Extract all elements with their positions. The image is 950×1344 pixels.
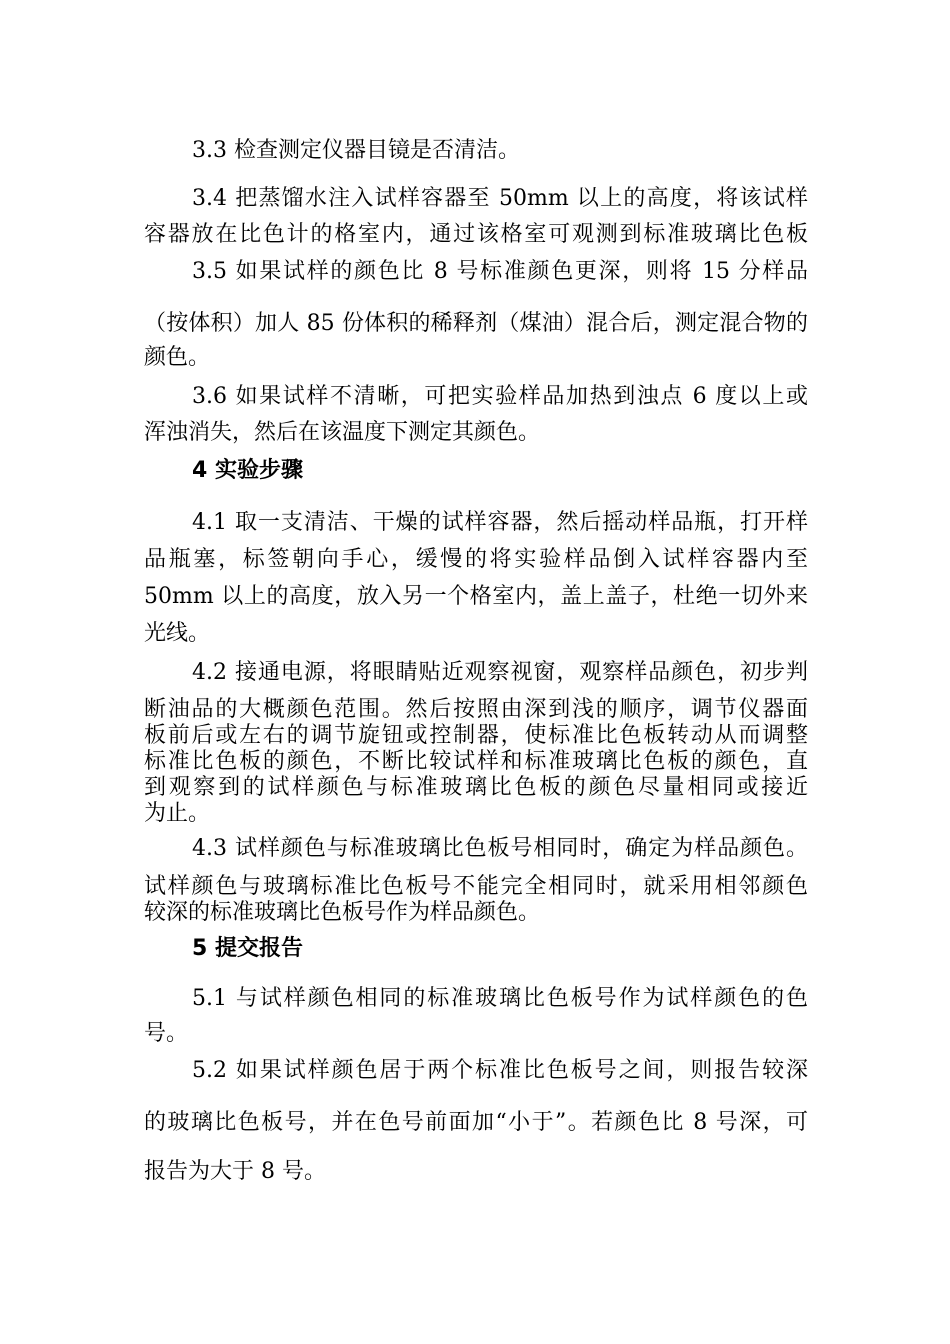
paragraph-5-2-line-2: 的玻璃比色板号，并在色号前面加“小于”。若颜色比 8 号深，可 (144, 1110, 808, 1135)
paragraph-4-1-line-2: 品瓶塞，标签朝向手心，缓慢的将实验样品倒入试样容器内至 (144, 547, 808, 572)
paragraph-4-1-line-3: 50mm 以上的高度，放入另一个格室内，盖上盖子，杜绝一切外来 (144, 584, 808, 609)
paragraph-4-3-line-2: 试样颜色与玻璃标准比色板号不能完全相同时，就采用相邻颜色 (144, 874, 808, 899)
paragraph-3-6-line-1: 3.6 如果试样不清晰，可把实验样品加热到浊点 6 度以上或 (192, 384, 808, 409)
paragraph-3-3-line-1: 3.3 检查测定仪器目镜是否清洁。 (192, 138, 520, 163)
paragraph-4-1-line-4: 光线。 (144, 621, 211, 646)
paragraph-4-2-line-2: 断油品的大概颜色范围。然后按照由深到浅的顺序，调节仪器面 (144, 697, 808, 722)
paragraph-4-3-line-1: 4.3 试样颜色与标准玻璃比色板号相同时，确定为样品颜色。 (192, 836, 808, 861)
document-page (144, 0, 808, 1344)
paragraph-4-3-line-3: 较深的标准玻璃比色板号作为样品颜色。 (144, 900, 541, 925)
section-heading-5: 5 提交报告 (192, 936, 303, 961)
paragraph-5-2-line-3: 报告为大于 8 号。 (144, 1159, 326, 1184)
paragraph-4-2-line-3: 板前后或左右的调节旋钮或控制器，使标准比色板转动从而调整 (144, 723, 808, 748)
paragraph-5-2-line-1: 5.2 如果试样颜色居于两个标准比色板号之间，则报告较深 (192, 1058, 808, 1083)
paragraph-5-1-line-1: 5.1 与试样颜色相同的标准玻璃比色板号作为试样颜色的色 (192, 986, 808, 1011)
paragraph-3-5-line-1: 3.5 如果试样的颜色比 8 号标准颜色更深，则将 15 分样品 (192, 259, 808, 284)
paragraph-4-2-line-4: 标准比色板的颜色，不断比较试样和标准玻璃比色板的颜色，直 (144, 749, 808, 774)
paragraph-4-2-line-6: 为止。 (144, 801, 211, 826)
paragraph-3-5-line-2: （按体积）加人 85 份体积的稀释剂（煤油）混合后，测定混合物的 (144, 311, 808, 336)
paragraph-3-6-line-2: 浑浊消失，然后在该温度下测定其颜色。 (144, 420, 541, 445)
paragraph-4-2-line-1: 4.2 接通电源，将眼睛贴近观察视窗，观察样品颜色，初步判 (192, 660, 808, 685)
section-heading-4: 4 实验步骤 (192, 458, 303, 483)
paragraph-4-1-line-1: 4.1 取一支清洁、干燥的试样容器，然后摇动样品瓶，打开样 (192, 510, 808, 535)
paragraph-3-4-line-2: 容器放在比色计的格室内，通过该格室可观测到标准玻璃比色板 (144, 222, 808, 247)
paragraph-4-2-line-5: 到观察到的试样颜色与标准玻璃比色板的颜色尽量相同或接近 (144, 775, 808, 800)
paragraph-3-4-line-1: 3.4 把蒸馏水注入试样容器至 50mm 以上的高度，将该试样 (192, 186, 808, 211)
paragraph-5-1-line-2: 号。 (144, 1021, 189, 1046)
paragraph-3-5-line-3: 颜色。 (144, 345, 211, 370)
